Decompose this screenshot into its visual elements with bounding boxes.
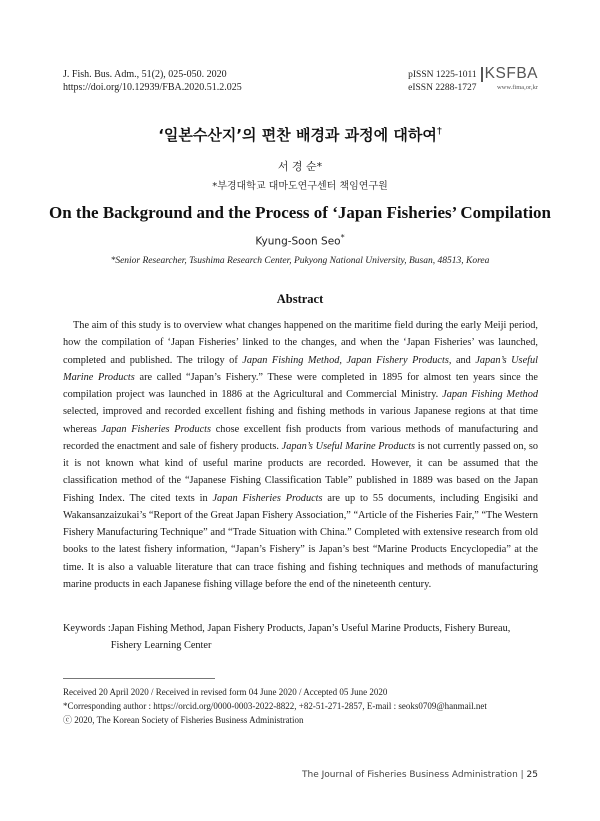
english-author <box>0 233 600 248</box>
abstract-italic: Japan’s Useful Marine Products <box>281 440 416 452</box>
korean-title <box>0 124 600 145</box>
issn-block <box>408 66 538 94</box>
journal-header <box>63 68 242 94</box>
abstract-italic: Japan Fishing Method, Japan Fishery Products, <box>242 354 452 366</box>
abstract-italic: Japan Fisheries Products <box>101 423 212 435</box>
abstract-text: selected, improved and recorded excellent fishing and fishing methods in various Japanese regions at that time whereas <box>63 406 538 435</box>
page-number: 25 <box>526 770 538 780</box>
abstract-text: and <box>451 354 476 366</box>
keywords <box>63 620 541 654</box>
footer-journal-name: The Journal of Fisheries Business Administration <box>302 770 518 780</box>
logo-bar-icon <box>481 67 483 82</box>
title-dagger: † <box>436 126 442 137</box>
received-dates: Received 20 April 2020 / Received in revised form 04 June 2020 / Accepted 05 June 2020 <box>63 687 388 697</box>
abstract-heading: Abstract <box>276 292 324 306</box>
page-footer <box>302 770 538 780</box>
society-logo <box>481 66 538 92</box>
abstract-italic: Japan Fisheries Products <box>212 492 323 504</box>
copyright: ⓒ 2020, The Korean Society of Fisheries Business Administration <box>63 715 304 725</box>
abstract-text: are called “Japan’s Fishery.” These were completed in 1895 for almost ten years since the compilation project was launched in 1886 at the Agricultural and Commercial Ministry. <box>63 371 538 400</box>
korean-title-text: ‘일본수산지’의 편찬 배경과 과정에 대하여 <box>158 126 437 144</box>
eissn: eISSN 2288-1727 <box>408 82 477 93</box>
korean-author: 서 경 순* <box>277 160 323 173</box>
abstract-text: The aim of this study is to overview what changes happened on the maritime field during the early Meiji period, how the compilation of ‘Japan Fisheries’ linked to the changes, and when the ‘Japan Fisheries’ was launched, completed and published. The trilogy of <box>63 320 538 366</box>
doi-link[interactable]: https://doi.org/10.12939/FBA.2020.51.2.025 <box>63 82 242 93</box>
keywords-list: Japan Fishing Method, Japan Fishery Products, Japan’s Useful Marine Products, Fishery Bureau, Fishery Learning Center <box>110 623 511 651</box>
issn-numbers <box>408 69 477 94</box>
corresponding-author: *Corresponding author : https://orcid.org/0000-0003-2022-8822, +82-51-271-2857, E-mail : seoks0709@hanmail.net <box>63 701 487 711</box>
abstract-body <box>63 317 538 593</box>
author-mark: * <box>340 233 345 242</box>
abstract-text: are up to 55 documents, including Engisiki and Wakansanzaizukai’s “Report of the Great Japan Fishery Association,” “Article of the Fisheries Fair,” “The Western Fishery Manufacturing Technique” and “Trade Situation with China.” Completed with extensive research from old books to the latest fishery information, “Japan’s Fishery” is Japan’s best “Marine Products Encyclopedia” at the time. It is also a valuable literature that can trace fishing and fishing techniques and methods of manufacturing marine products in each Japanese fishing village before the end of the nineteenth century. <box>63 492 538 590</box>
logo-url: www.fima,or,kr <box>496 84 538 91</box>
korean-affiliation: *부경대학교 대마도연구센터 책임연구원 <box>212 181 388 192</box>
footnotes <box>63 685 543 727</box>
abstract-italic: Japan Fishing Method <box>442 389 539 400</box>
english-author-name: Kyung-Soon Seo <box>255 235 341 248</box>
english-title: On the Background and the Process of ‘Japan Fisheries’ Compilation <box>48 203 551 222</box>
journal-reference: J. Fish. Bus. Adm., 51(2), 025-050. 2020 <box>63 69 227 80</box>
footnote-divider <box>63 678 215 679</box>
footer-separator: | <box>517 770 527 780</box>
english-affiliation: *Senior Researcher, Tsushima Research Center, Pukyong National University, Busan, 48513, Korea <box>110 256 490 266</box>
logo-text: KSFBA <box>484 65 538 82</box>
abstract-text: is not currently passed on, so it is not known what kind of useful marine products are recorded. However, it can be assumed that the classification method of the “Japanese Fishing Classification Table” published in 1889 was based on the Japan Fishing Index. The cited texts in <box>63 440 539 504</box>
keywords-label: Keywords : <box>63 623 111 634</box>
abstract-italic: Japan’s Useful Marine Products <box>63 354 539 383</box>
abstract-text: chose excellent fish products from various methods of manufacturing and recorded the enactment and sale of fishery products. <box>63 423 538 452</box>
pissn: pISSN 1225-1011 <box>408 70 477 80</box>
